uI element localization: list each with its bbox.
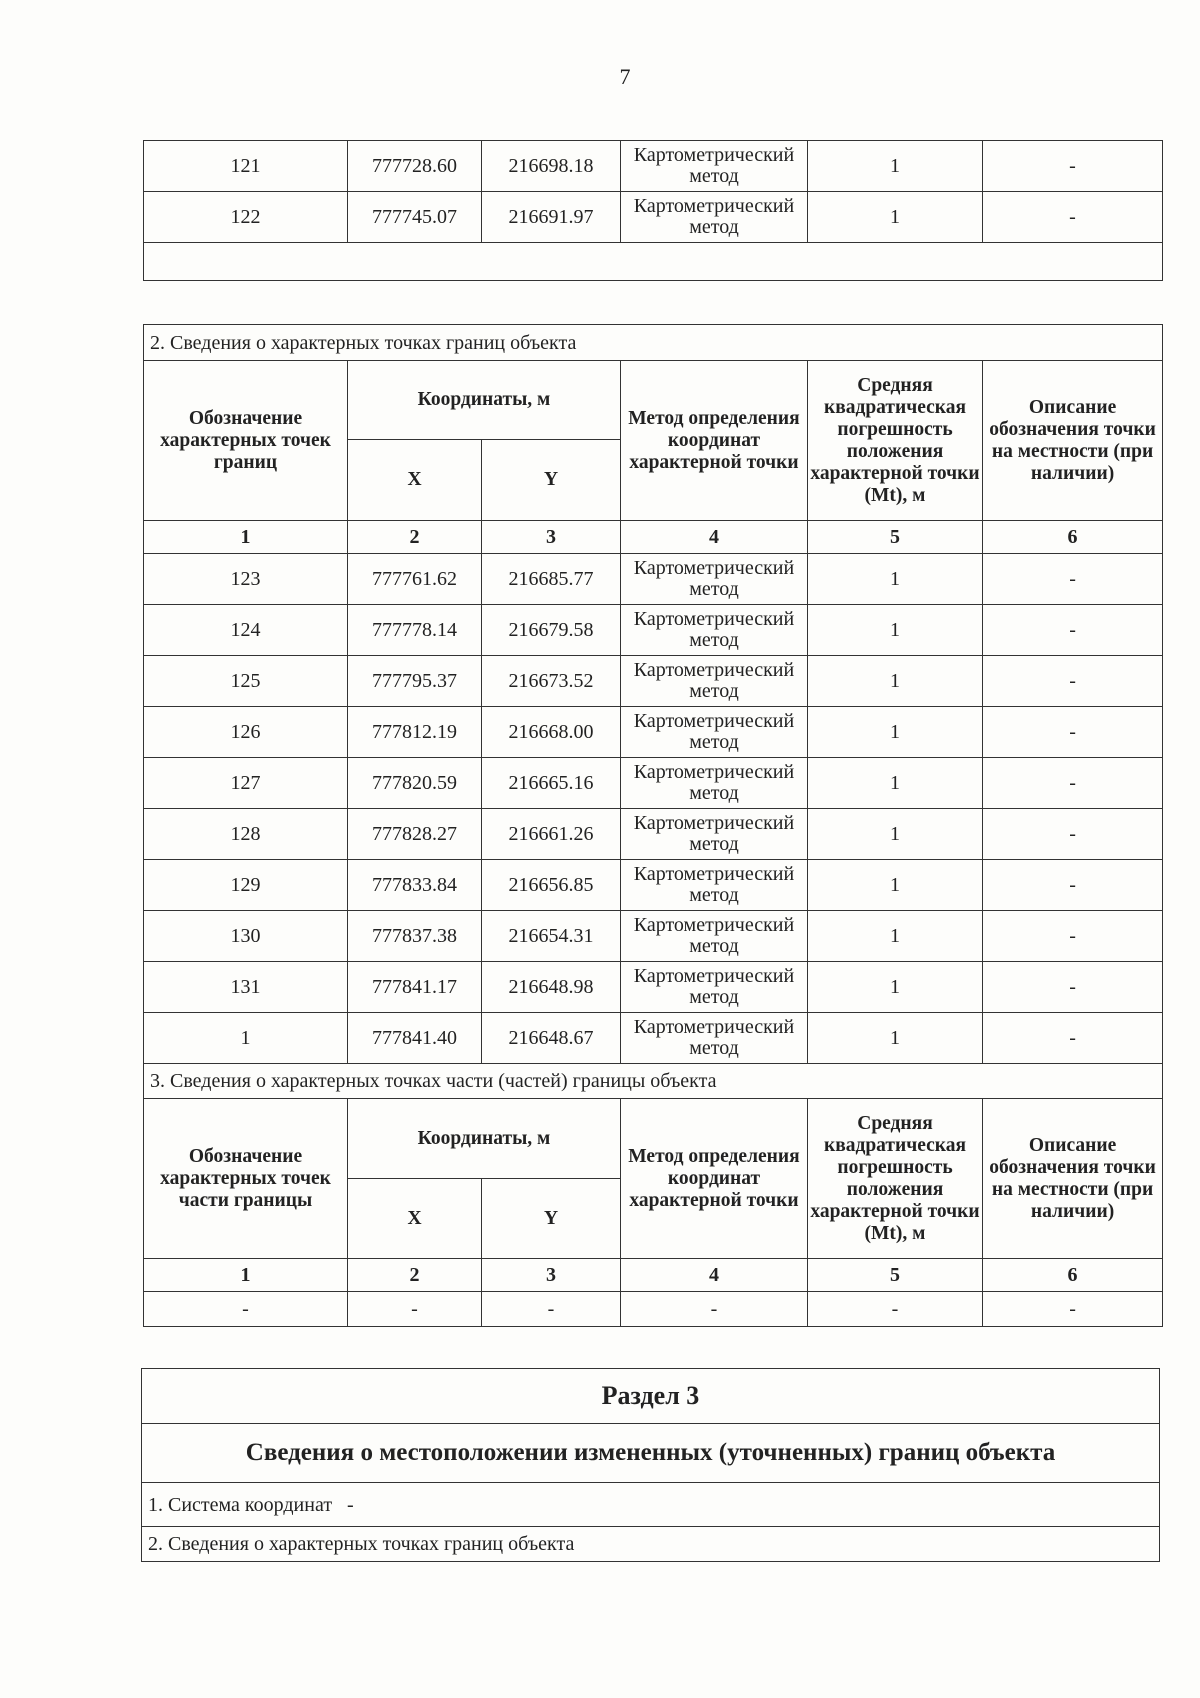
- description: -: [983, 809, 1163, 860]
- table-row: [144, 758, 1163, 809]
- description: -: [983, 554, 1163, 605]
- header-coords: Координаты, м: [348, 361, 621, 440]
- column-number: 4: [621, 521, 808, 554]
- coord-y: 216648.67: [482, 1013, 621, 1064]
- coord-x: 777745.07: [348, 192, 482, 243]
- coord-y: 216648.98: [482, 962, 621, 1013]
- table-row: [144, 962, 1163, 1013]
- coord-y: 216656.85: [482, 860, 621, 911]
- table-row: [144, 656, 1163, 707]
- coord-y: 216698.18: [482, 141, 621, 192]
- method: Картометрический метод: [621, 809, 808, 860]
- error-mt: 1: [808, 605, 983, 656]
- table-row: [144, 554, 1163, 605]
- table-row: [144, 707, 1163, 758]
- section3-part-caption: 3. Сведения о характерных точках части (частей) границы объекта: [144, 1064, 1163, 1099]
- header-coords: Координаты, м: [348, 1099, 621, 1179]
- coord-x: 777833.84: [348, 860, 482, 911]
- error-mt: 1: [808, 809, 983, 860]
- description: -: [983, 1013, 1163, 1064]
- header-x: X: [348, 1179, 482, 1259]
- method: Картометрический метод: [621, 1013, 808, 1064]
- method: Картометрический метод: [621, 554, 808, 605]
- coord-y: 216691.97: [482, 192, 621, 243]
- column-number: 3: [482, 521, 621, 554]
- header-x: X: [348, 440, 482, 521]
- column-number: 4: [621, 1259, 808, 1292]
- error-mt: 1: [808, 911, 983, 962]
- point-id: 128: [144, 809, 348, 860]
- coord-system: 1. Система координат -: [142, 1483, 1160, 1527]
- error-mt: 1: [808, 758, 983, 809]
- method: Картометрический метод: [621, 141, 808, 192]
- table-row: [144, 809, 1163, 860]
- header-error: Средняя квадратическая погрешность положения характерной точки (Mt), м: [808, 1099, 983, 1259]
- coord-x: 777761.62: [348, 554, 482, 605]
- method: Картометрический метод: [621, 605, 808, 656]
- table-row: [144, 911, 1163, 962]
- coord-y: 216679.58: [482, 605, 621, 656]
- method: Картометрический метод: [621, 192, 808, 243]
- method: -: [621, 1292, 808, 1327]
- razdel3-title: Раздел 3: [142, 1369, 1160, 1424]
- point-id: 123: [144, 554, 348, 605]
- description: -: [983, 962, 1163, 1013]
- point-id: 129: [144, 860, 348, 911]
- coord-y: 216685.77: [482, 554, 621, 605]
- coord-y: 216661.26: [482, 809, 621, 860]
- header-error: Средняя квадратическая погрешность положения характерной точки (Mt), м: [808, 361, 983, 521]
- error-mt: -: [808, 1292, 983, 1327]
- method: Картометрический метод: [621, 707, 808, 758]
- points-caption: 2. Сведения о характерных точках границ объекта: [142, 1527, 1160, 1562]
- table-row: [144, 141, 1163, 192]
- method: Картометрический метод: [621, 911, 808, 962]
- continuation-table: [143, 140, 1163, 281]
- page-number: 7: [619, 64, 631, 89]
- coord-y: -: [482, 1292, 621, 1327]
- table-row: [144, 605, 1163, 656]
- header-y: Y: [482, 1179, 621, 1259]
- coord-x: 777778.14: [348, 605, 482, 656]
- table-row: [144, 1292, 1163, 1327]
- point-id: 121: [144, 141, 348, 192]
- point-id: 1: [144, 1013, 348, 1064]
- coord-y: 216668.00: [482, 707, 621, 758]
- point-id: 125: [144, 656, 348, 707]
- point-id: -: [144, 1292, 348, 1327]
- description: -: [983, 860, 1163, 911]
- coord-x: 777812.19: [348, 707, 482, 758]
- header-method: Метод определения координат характерной точки: [621, 1099, 808, 1259]
- header-designation: Обозначение характерных точек границ: [144, 361, 348, 521]
- column-number: 1: [144, 1259, 348, 1292]
- coord-x: -: [348, 1292, 482, 1327]
- header-description: Описание обозначения точки на местности (при наличии): [983, 361, 1163, 521]
- header-description: Описание обозначения точки на местности (при наличии): [983, 1099, 1163, 1259]
- coord-x: 777795.37: [348, 656, 482, 707]
- column-number: 2: [348, 521, 482, 554]
- razdel3-table: [141, 1368, 1160, 1562]
- description: -: [983, 656, 1163, 707]
- error-mt: 1: [808, 656, 983, 707]
- error-mt: 1: [808, 192, 983, 243]
- table-row: [144, 1013, 1163, 1064]
- description: -: [983, 1292, 1163, 1327]
- column-number: 6: [983, 1259, 1163, 1292]
- coord-y: 216673.52: [482, 656, 621, 707]
- method: Картометрический метод: [621, 962, 808, 1013]
- error-mt: 1: [808, 860, 983, 911]
- method: Картометрический метод: [621, 758, 808, 809]
- error-mt: 1: [808, 707, 983, 758]
- header-designation: Обозначение характерных точек части границы: [144, 1099, 348, 1259]
- column-number: 2: [348, 1259, 482, 1292]
- error-mt: 1: [808, 554, 983, 605]
- description: -: [983, 605, 1163, 656]
- error-mt: 1: [808, 141, 983, 192]
- point-id: 131: [144, 962, 348, 1013]
- error-mt: 1: [808, 962, 983, 1013]
- column-number: 5: [808, 1259, 983, 1292]
- header-method: Метод определения координат характерной точки: [621, 361, 808, 521]
- column-number: 5: [808, 521, 983, 554]
- column-number: 6: [983, 521, 1163, 554]
- error-mt: 1: [808, 1013, 983, 1064]
- coord-x: 777841.17: [348, 962, 482, 1013]
- coord-x: 777728.60: [348, 141, 482, 192]
- coord-x: 777837.38: [348, 911, 482, 962]
- description: -: [983, 192, 1163, 243]
- column-number: 3: [482, 1259, 621, 1292]
- description: -: [983, 758, 1163, 809]
- coord-x: 777841.40: [348, 1013, 482, 1064]
- point-id: 127: [144, 758, 348, 809]
- description: -: [983, 707, 1163, 758]
- point-id: 130: [144, 911, 348, 962]
- section2-caption: 2. Сведения о характерных точках границ объекта: [144, 325, 1163, 361]
- description: -: [983, 141, 1163, 192]
- empty-row: [144, 243, 1163, 281]
- method: Картометрический метод: [621, 656, 808, 707]
- coord-x: 777820.59: [348, 758, 482, 809]
- table-row: [144, 860, 1163, 911]
- method: Картометрический метод: [621, 860, 808, 911]
- header-y: Y: [482, 440, 621, 521]
- coord-x: 777828.27: [348, 809, 482, 860]
- point-id: 124: [144, 605, 348, 656]
- razdel3-subtitle: Сведения о местоположении измененных (уточненных) границ объекта: [142, 1424, 1160, 1483]
- coord-y: 216665.16: [482, 758, 621, 809]
- description: -: [983, 911, 1163, 962]
- column-number: 1: [144, 521, 348, 554]
- coord-y: 216654.31: [482, 911, 621, 962]
- point-id: 126: [144, 707, 348, 758]
- boundary-points-table: [143, 324, 1163, 1327]
- point-id: 122: [144, 192, 348, 243]
- table-row: [144, 192, 1163, 243]
